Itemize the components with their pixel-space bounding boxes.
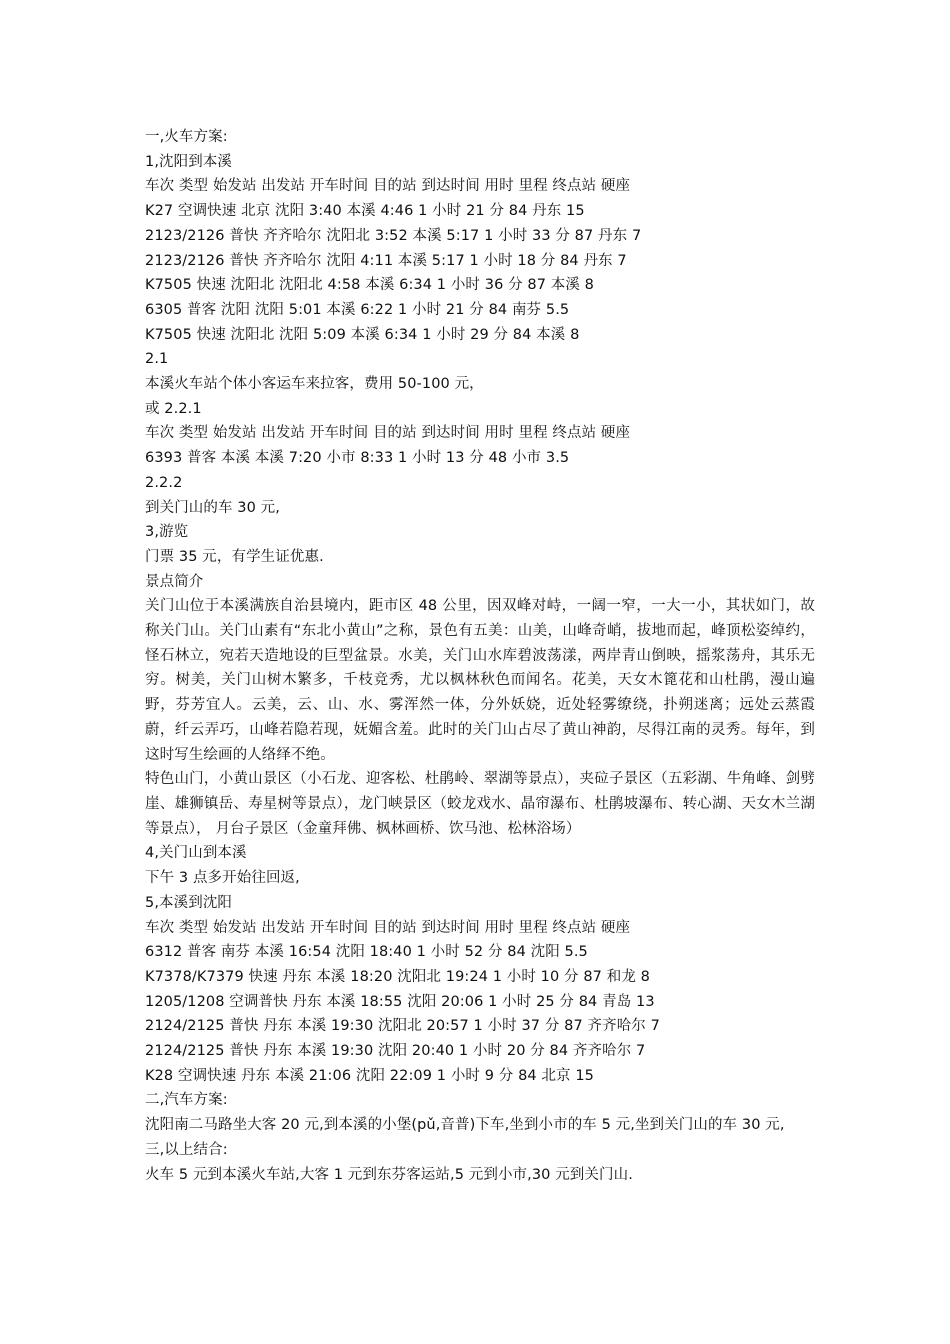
section-heading-train: 一,火车方案: <box>145 129 228 145</box>
train-row: 6312 普客 南芬 本溪 16:54 沈阳 18:40 1 小时 52 分 84 沈阳 5.5 <box>145 944 588 961</box>
train-row: 2124/2125 普快 丹东 本溪 19:30 沈阳 20:40 1 小时 20 分 84 齐齐哈尔 7 <box>145 1043 646 1060</box>
subheading-scenic-intro: 景点简介 <box>145 573 204 590</box>
subheading-guanmenshan-to-benxi: 4,关门山到本溪 <box>145 845 247 862</box>
train-row: 6393 普客 本溪 本溪 7:20 小市 8:33 1 小时 13 分 48 小市 3.5 <box>145 450 570 467</box>
train-row: 2124/2125 普快 丹东 本溪 19:30 沈阳北 20:57 1 小时 37 分 87 齐齐哈尔 7 <box>145 1018 660 1035</box>
train-row: 2123/2126 普快 齐齐哈尔 沈阳 4:11 本溪 5:17 1 小时 18 分 84 丹东 7 <box>145 252 627 269</box>
subheading-2-1: 2.1 <box>145 351 169 368</box>
train-row: K7378/K7379 快速 丹东 本溪 18:20 沈阳北 19:24 1 小时 10 分 87 和龙 8 <box>145 968 650 985</box>
text-line: 到关门山的车 30 元, <box>145 499 280 516</box>
text-line: 门票 35 元，有学生证优惠. <box>145 548 324 565</box>
table-header-line: 车次 类型 始发站 出发站 开车时间 目的站 到达时间 用时 里程 终点站 硬座 <box>145 425 631 442</box>
train-row: K7505 快速 沈阳北 沈阳北 4:58 本溪 6:34 1 小时 36 分 87 本溪 8 <box>145 277 595 294</box>
train-row: 6305 普客 沈阳 沈阳 5:01 本溪 6:22 1 小时 21 分 84 南芬 5.5 <box>145 301 570 318</box>
text-line: 本溪火车站个体小客运车来拉客，费用 50-100 元， <box>145 376 484 393</box>
text-line: 火车 5 元到本溪火车站,大客 1 元到东芬客运站,5 元到小市,30 元到关门山. <box>145 1166 633 1183</box>
subheading-shenyang-to-benxi: 1,沈阳到本溪 <box>145 153 233 170</box>
train-row: 1205/1208 空调普快 丹东 本溪 18:55 沈阳 20:06 1 小时 25 分 84 青岛 13 <box>145 993 655 1010</box>
features-paragraph: 特色山门，小黄山景区（小石龙、迎客松、杜鹃岭、翠湖等景点），夹砬子景区（五彩湖、牛角峰、剑劈崖、雄狮镇岳、寿星树等景点），龙门峡景区（蛟龙戏水、晶帘瀑布、杜鹃坡瀑布、转心湖、天女木兰湖等景点）， 月台子景区（金童拜佛、枫林画桥、饮马池、松林浴场） <box>145 771 815 837</box>
table-header-line: 车次 类型 始发站 出发站 开车时间 目的站 到达时间 用时 里程 终点站 硬座 <box>145 919 631 936</box>
document-body <box>145 125 815 1187</box>
subheading-benxi-to-shenyang: 5,本溪到沈阳 <box>145 894 233 911</box>
train-row: K7505 快速 沈阳北 沈阳 5:09 本溪 6:34 1 小时 29 分 84 本溪 8 <box>145 326 580 343</box>
section-heading-bus: 二,汽车方案: <box>145 1092 228 1109</box>
train-row: K28 空调快速 丹东 本溪 21:06 沈阳 22:09 1 小时 9 分 84 北京 15 <box>145 1067 595 1084</box>
train-row: K27 空调快速 北京 沈阳 3:40 本溪 4:46 1 小时 21 分 84 丹东 15 <box>145 203 585 220</box>
bus-paragraph: 沈阳南二马路坐大客 20 元,到本溪的小堡(pǔ,音普)下车,坐到小市的车 5 元,坐到关门山的车 30 元, <box>145 1117 785 1134</box>
train-row: 2123/2126 普快 齐齐哈尔 沈阳北 3:52 本溪 5:17 1 小时 33 分 87 丹东 7 <box>145 227 642 244</box>
intro-paragraph: 关门山位于本溪满族自治县境内，距市区 48 公里，因双峰对峙，一阔一窄，一大一小，其状如门，故称关门山。关门山素有“东北小黄山”之称，景色有五美：山美，山峰奇峭，拔地而起，峰顶松姿绰约，怪石林立，宛若天造地设的巨型盆景。水美，关门山水库碧波荡漾，两岸青山倒映，摇浆荡舟，其乐无穷。树美，关门山树木繁多，千枝竞秀，尤以枫林秋色而闻名。花美，天女木篦花和山杜鹃，漫山遍野，芬芳宜人。云美，云、山、水、雾浑然一体，分外妖娆，近处轻雾缭绕，扑朔迷离；远处云蒸霞蔚，纤云弄巧，山峰若隐若现，妩媚含羞。此时的关门山占尽了黄山神韵，尽得江南的灵秀。每年，到这时写生绘画的人络绎不绝。 <box>145 598 815 763</box>
section-heading-combined: 三,以上结合: <box>145 1141 228 1158</box>
text-line: 下午 3 点多开始往回返, <box>145 870 300 887</box>
subheading-2-2-2: 2.2.2 <box>145 474 183 491</box>
table-header-line: 车次 类型 始发站 出发站 开车时间 目的站 到达时间 用时 里程 终点站 硬座 <box>145 178 631 195</box>
subheading-sightseeing: 3,游览 <box>145 524 189 541</box>
subheading-2-2-1: 或 2.2.1 <box>145 400 202 417</box>
